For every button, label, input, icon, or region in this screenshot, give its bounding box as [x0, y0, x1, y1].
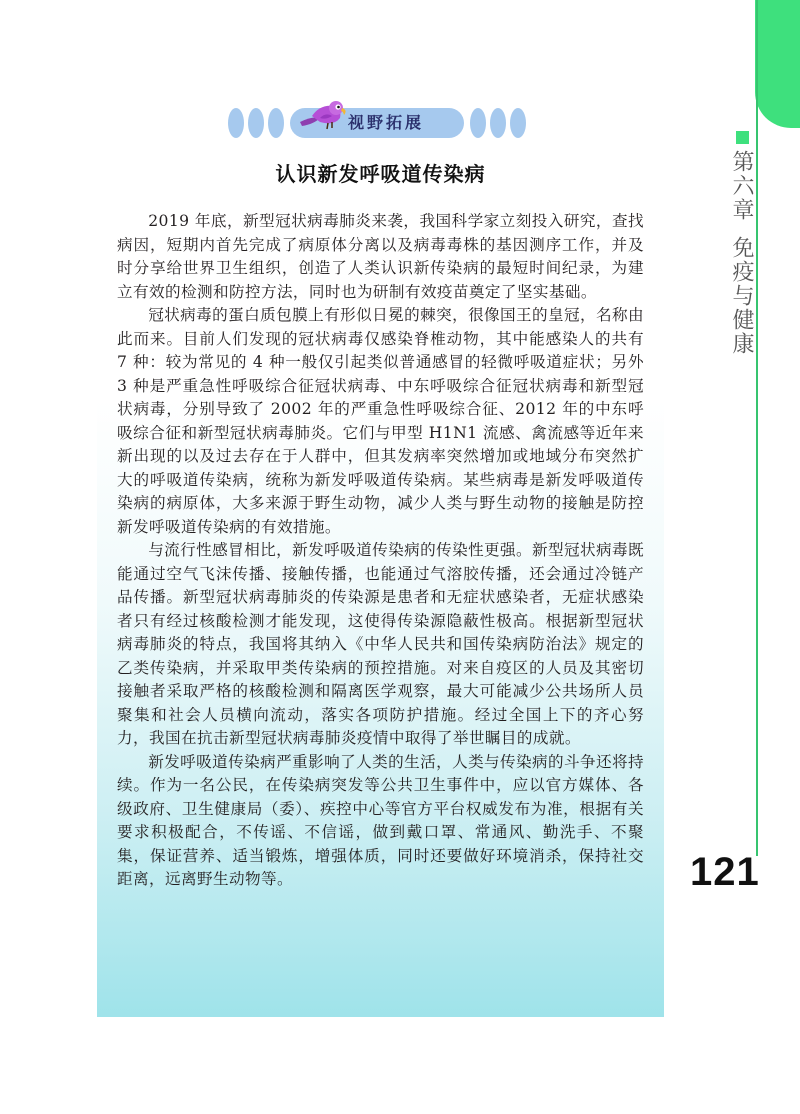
banner-dot	[248, 108, 264, 138]
paragraph: 2019 年底，新型冠状病毒肺炎来袭，我国科学家立刻投入研究，查找病因，短期内首先完成了病原体分离以及病毒毒株的基因测序工作，并及时分享给世界卫生组织，创造了人类认识新传染病的最短时间纪录，为建立有效的检测和防控方法，同时也为研制有效疫苗奠定了坚实基础。	[117, 212, 644, 301]
chapter-heading	[726, 150, 756, 356]
chapter-marker-square	[736, 131, 749, 144]
page-number: 121	[690, 850, 760, 894]
chapter-color-tab	[755, 0, 800, 128]
banner-dot	[470, 108, 486, 138]
banner-dot	[490, 108, 506, 138]
article-body	[117, 210, 644, 892]
section-banner	[228, 104, 528, 140]
chapter-title: 免疫与健康	[729, 236, 754, 356]
banner-label: 视野拓展	[348, 113, 425, 132]
article-title: 认识新发呼吸道传染病	[275, 162, 486, 186]
paragraph: 新发呼吸道传染病严重影响了人类的生活，人类与传染病的斗争还将持续。作为一名公民，在传染病突发等公共卫生事件中，应以官方媒体、各级政府、卫生健康局（委）、疾控中心等官方平台权威发布为准，根据有关要求积极配合，不传谣、不信谣，做到戴口罩、常通风、勤洗手、不聚集，保证营养、适当锻炼，增强体质，同时还要做好环境消杀，保持社交距离，远离野生动物等。	[117, 752, 644, 888]
banner-dot	[228, 108, 244, 138]
banner-dot	[268, 108, 284, 138]
banner-dot	[510, 108, 526, 138]
paragraph: 与流行性感冒相比，新发呼吸道传染病的传染性更强。新型冠状病毒既能通过空气飞沫传播、接触传播，也能通过气溶胶传播，还会通过冷链产品传播。新型冠状病毒肺炎的传染源是患者和无症状感染者，无症状感染者只有经过核酸检测才能发现，这使得传染源隐蔽性极高。根据新型冠状病毒肺炎的特点，我国将其纳入《中华人民共和国传染病防治法》规定的乙类传染病，并采取甲类传染病的预控措施。对来自疫区的人员及其密切接触者采取严格的核酸检测和隔离医学观察，最大可能减少公共场所人员聚集和社会人员横向流动，落实各项防护措施。经过全国上下的齐心努力，我国在抗击新型冠状病毒肺炎疫情中取得了举世瞩目的成就。	[117, 541, 644, 747]
paragraph: 冠状病毒的蛋白质包膜上有形似日冕的棘突，很像国王的皇冠，名称由此而来。目前人们发现的冠状病毒仅感染脊椎动物，其中能感染人的共有 7 种：较为常见的 4 种一般仅引起类似普通感冒的轻微呼吸道症状；另外 3 种是严重急性呼吸综合征冠状病毒、中东呼吸综合征冠状病毒和新型冠状病毒，分别导致了 2002 年的严重急性呼吸综合征、2012 年的中东呼吸综合征和新型冠状病毒肺炎。它们与甲型 H1N1 流感、禽流感等近年来新出现的以及过去存在于人群中，但其发病率突然增加或地域分布突然扩大的呼吸道传染病，统称为新发呼吸道传染病。某些病毒是新发呼吸道传染病的病原体，大多来源于野生动物，减少人类与野生动物的接触是防控新发呼吸道传染病的有效措施。	[117, 306, 644, 536]
chapter-number: 第六章	[729, 150, 754, 222]
parrot-icon	[298, 96, 348, 136]
margin-divider-line	[756, 0, 758, 856]
